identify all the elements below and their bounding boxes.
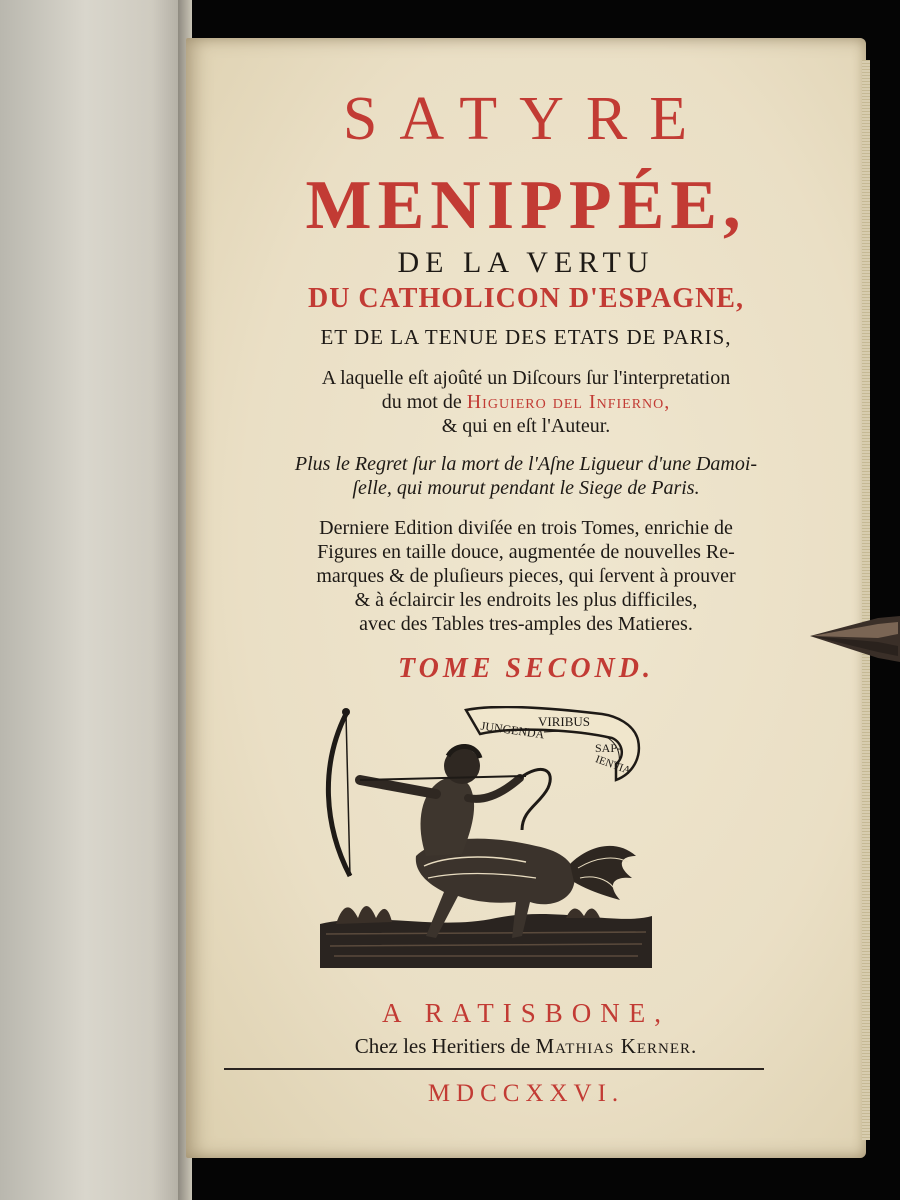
imprint-rule bbox=[224, 1068, 764, 1070]
title-page-content bbox=[186, 38, 866, 1158]
discourse-red-name: Higuiero del Infierno, bbox=[466, 391, 671, 413]
regret-line-2: ſelle, qui mourut pendant le Siege de Paris. bbox=[352, 477, 700, 499]
centaur-printers-device bbox=[316, 706, 656, 988]
book-cover bbox=[0, 0, 190, 1200]
edition-line-3: marques & de pluſieurs pieces, qui ſervent à prouver bbox=[316, 565, 736, 587]
volume-label: TOME SECOND. bbox=[398, 653, 654, 684]
title-line-1: SATYRE bbox=[342, 85, 710, 153]
edition-line-1: Derniere Edition diviſée en trois Tomes, enrichie de bbox=[319, 517, 733, 539]
imprint-publisher bbox=[186, 1034, 866, 1059]
discourse-line-1: A laquelle eſt ajoûté un Diſcours ſur l'interpretation bbox=[321, 367, 731, 389]
discourse-line-3: & qui en eſt l'Auteur. bbox=[441, 415, 611, 437]
regret-line-1: Plus le Regret ſur la mort de l'Aſne Ligueur d'une Damoi- bbox=[294, 453, 758, 475]
publication-date: MDCCXXVI. bbox=[427, 1080, 625, 1107]
edition-line-5: avec des Tables tres-amples des Matieres. bbox=[359, 613, 693, 635]
subtitle-line-3: ET DE LA TENUE DES ETATS DE PARIS, bbox=[320, 325, 732, 349]
discourse-line-2-prefix: du mot de bbox=[381, 391, 462, 413]
imprint-city: A RATISBONE, bbox=[381, 998, 671, 1028]
discourse-line-2 bbox=[186, 390, 866, 414]
motto-word-3: SAP- bbox=[594, 741, 622, 755]
motto-word-1: VIRIBUS bbox=[537, 714, 591, 729]
title-line-2: MENIPPÉE, bbox=[305, 167, 747, 244]
subtitle-line-1: DE LA VERTU bbox=[397, 246, 655, 279]
publisher-prefix: Chez les Heritiers de bbox=[354, 1034, 531, 1058]
subtitle-line-2: DU CATHOLICON D'ESPAGNE, bbox=[307, 283, 744, 314]
edition-line-4: & à éclaircir les endroits les plus difficiles, bbox=[354, 589, 698, 611]
edition-line-2: Figures en taille douce, augmentée de nouvelles Re- bbox=[317, 541, 735, 563]
motto-word-2: JUNGENDA bbox=[479, 718, 546, 742]
publisher-name: Mathias Kerner. bbox=[535, 1034, 698, 1058]
motto-word-4: IENTIA bbox=[593, 753, 633, 778]
